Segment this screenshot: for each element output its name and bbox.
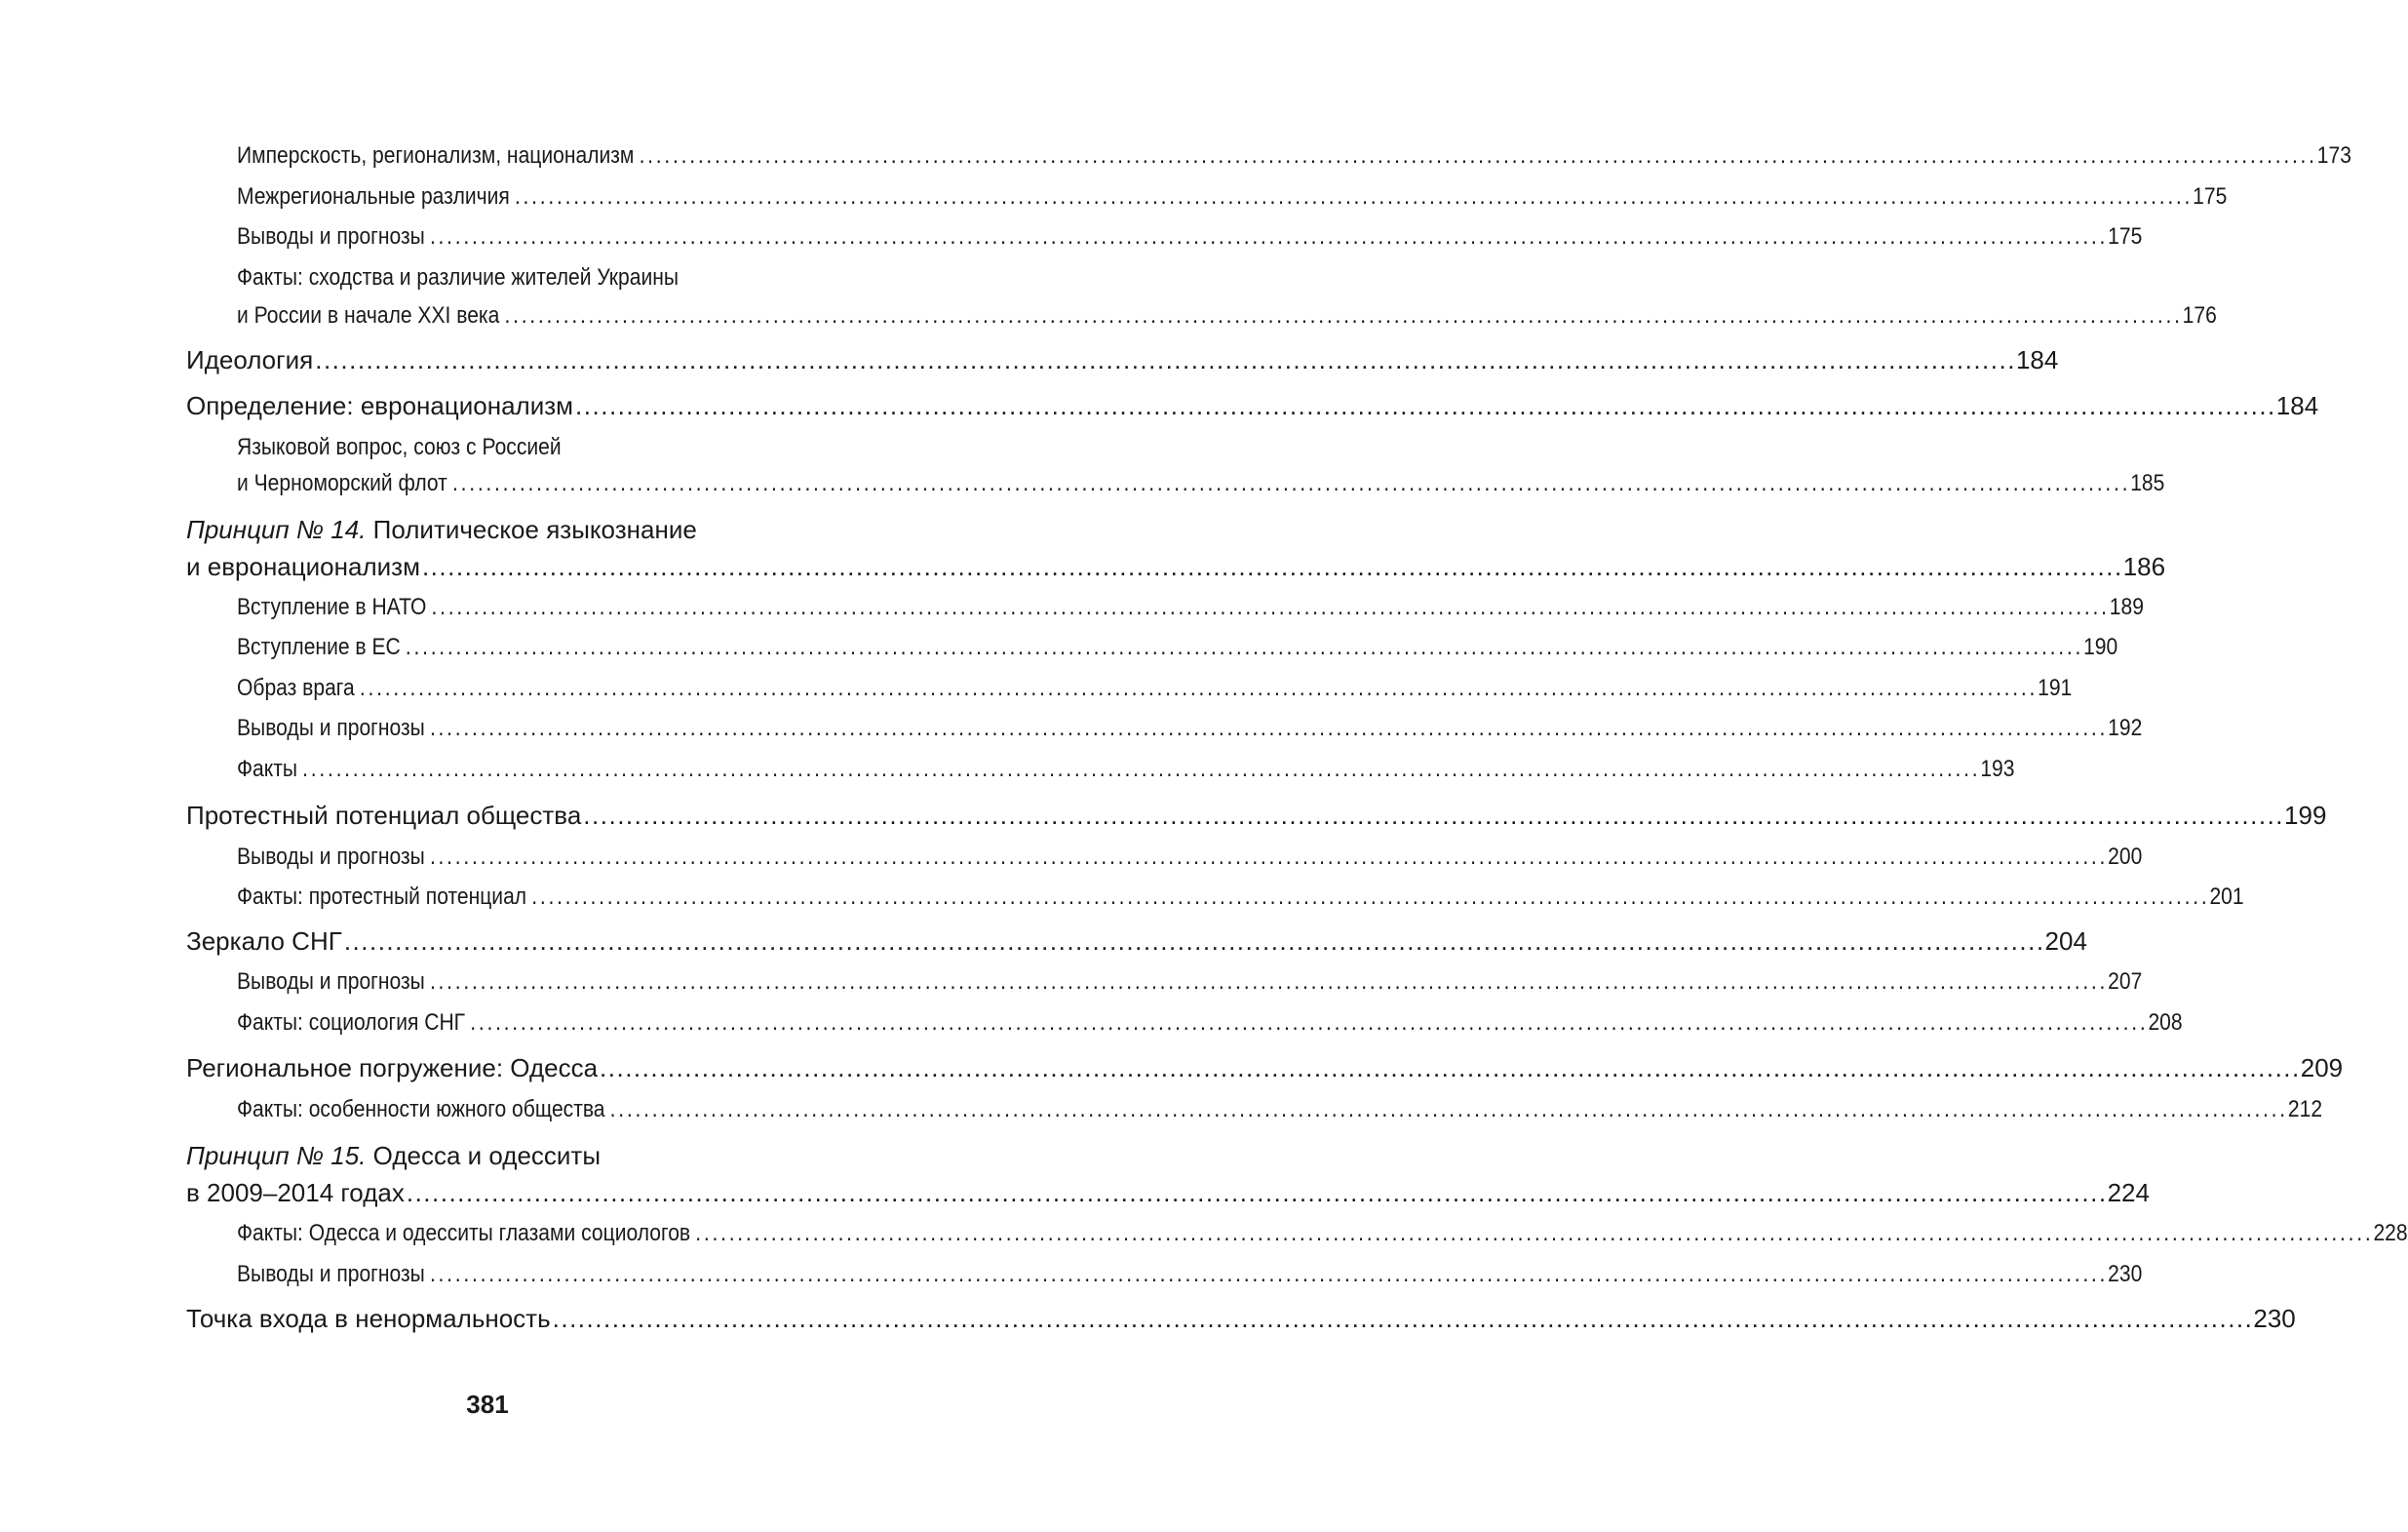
toc-page-number: 230 (2108, 1261, 2143, 1287)
toc-entry-text: Факты (237, 756, 297, 782)
toc-entry-text: Факты: социология СНГ (237, 1009, 466, 1036)
dot-leader: ........................................................................................................................................................................................................ (421, 552, 2123, 581)
toc-entry-title (237, 1096, 605, 1123)
toc-entry (237, 634, 2118, 661)
toc-entry-prefix: Принцип № 15. (186, 1141, 367, 1170)
dot-leader: ........................................................................................................................................................................................................ (552, 1304, 2254, 1333)
toc-entry-text: Вступление в ЕС (237, 634, 401, 660)
toc-entry (237, 1096, 2323, 1123)
toc-page-number: 201 (2209, 884, 2244, 910)
toc-entry-title (186, 552, 420, 581)
toc-page-number: 228 (2373, 1220, 2408, 1246)
toc-entry-title (237, 594, 426, 621)
toc-entry (237, 844, 2143, 871)
toc-entry-title (186, 1053, 598, 1082)
dot-leader: ........................................................................................................................................................................................................ (504, 302, 2183, 329)
toc-page-number: 185 (2130, 470, 2165, 496)
toc-entry-text: Точка входа в ненормальность (186, 1304, 551, 1333)
toc-entry (186, 1178, 2150, 1207)
toc-page-number: 212 (2287, 1096, 2323, 1122)
toc-entry (186, 345, 2059, 374)
toc-entry-text: Имперскость, регионализм, национализм (237, 142, 635, 169)
toc-entry-title (186, 1178, 405, 1207)
toc-entry-title (237, 142, 634, 170)
toc-entry-text: Межрегиональные различия (237, 183, 510, 210)
toc-page-number: 176 (2182, 302, 2217, 329)
toc-page-number: 208 (2148, 1009, 2183, 1036)
toc-page-number: 207 (2108, 968, 2143, 995)
dot-leader: ........................................................................................................................................................................................................ (315, 345, 2016, 374)
toc-entry (186, 1053, 2344, 1082)
toc-entry-text: Образ врага (237, 675, 355, 701)
toc-entry-text: Зеркало СНГ (186, 926, 342, 956)
toc-entry (237, 968, 2143, 996)
dot-leader: ........................................................................................................................................................................................................ (531, 884, 2210, 910)
toc-entry-title (186, 926, 342, 956)
toc-page-number: 184 (2275, 391, 2319, 420)
toc-page-number: 230 (2253, 1304, 2296, 1333)
toc-entry (237, 223, 2143, 251)
toc-page-number: 209 (2300, 1053, 2344, 1082)
dot-leader: ........................................................................................................................................................................................................ (600, 1053, 2301, 1082)
toc-entry-text: Региональное погружение: Одесса (186, 1053, 599, 1082)
toc-entry-title (237, 715, 425, 742)
toc-page-number: 190 (2083, 634, 2118, 660)
toc-entry-text: и Черноморский флот (237, 470, 447, 496)
toc-page-number: 191 (2038, 675, 2073, 701)
toc-entry-title (237, 1009, 465, 1037)
toc-page-number: 200 (2108, 844, 2143, 870)
toc-entry-line (237, 434, 562, 461)
toc-page-number: 199 (2284, 801, 2327, 830)
toc-page-number: 193 (1980, 756, 2015, 782)
toc-page-number: 173 (2316, 142, 2351, 169)
toc-entry-text: Определение: евронационализм (186, 391, 574, 420)
toc-entry-text: Вступление в НАТО (237, 594, 427, 620)
toc-page-number: 224 (2107, 1178, 2150, 1207)
toc-entry (237, 183, 2228, 211)
toc-entry-text: и России в начале XXI века (237, 302, 500, 329)
toc-entry-text: Выводы и прогнозы (237, 1261, 425, 1287)
toc-entry-title (237, 1220, 690, 1247)
toc-entry-title (237, 884, 526, 911)
dot-leader: ........................................................................................................................................................................................................ (695, 1220, 2374, 1246)
toc-entry (237, 302, 2217, 330)
toc-entry (237, 1009, 2183, 1037)
dot-leader: ........................................................................................................................................................................................................ (359, 675, 2039, 701)
toc-entry (237, 470, 2165, 497)
toc-entry (237, 675, 2073, 702)
toc-page-number: 186 (2122, 552, 2166, 581)
toc-entry-title (237, 223, 425, 251)
toc-entry-title (237, 183, 510, 211)
dot-leader: ........................................................................................................................................................................................................ (583, 801, 2285, 830)
dot-leader: ........................................................................................................................................................................................................ (429, 1261, 2109, 1287)
dot-leader: ........................................................................................................................................................................................................ (406, 1178, 2108, 1207)
dot-leader: ........................................................................................................................................................................................................ (575, 391, 2276, 420)
toc-entry (186, 801, 2327, 830)
dot-leader: ........................................................................................................................................................................................................ (405, 634, 2084, 660)
toc-entry-text: Факты: особенности южного общества (237, 1096, 605, 1122)
toc-entry-title (237, 756, 297, 783)
toc-entry-text: Выводы и прогнозы (237, 968, 425, 995)
toc-page-number: 175 (2193, 183, 2228, 210)
toc-entry (237, 715, 2143, 742)
page-number: 381 (466, 1390, 509, 1419)
toc-entry-text: и евронационализм (186, 552, 420, 581)
toc-page-number: 192 (2108, 715, 2143, 741)
toc-entry-title (186, 1304, 551, 1333)
toc-entry-text: в 2009–2014 годах (186, 1178, 405, 1207)
toc-entry-text: Выводы и прогнозы (237, 844, 425, 870)
toc-entry-title (186, 391, 573, 420)
toc-entry (237, 1261, 2143, 1288)
toc-entry-text: Идеология (186, 345, 314, 374)
toc-entry (237, 1220, 2408, 1247)
toc-entry (186, 552, 2166, 581)
toc-page-number: 204 (2044, 926, 2087, 956)
toc-page-number: 175 (2108, 223, 2143, 250)
dot-leader: ........................................................................................................................................................................................................ (429, 844, 2109, 870)
toc-entry-text: Факты: протестный потенциал (237, 884, 527, 910)
toc-entry-title (237, 1261, 425, 1288)
toc-entry-title: Одесса и одесситы (366, 1141, 602, 1170)
dot-leader: ........................................................................................................................................................................................................ (302, 756, 1981, 782)
toc-entry-title: Факты: сходства и различие жителей Украины (237, 264, 680, 291)
toc-entry-prefix: Принцип № 14. (186, 515, 367, 544)
toc-entry-title: Политическое языкознание (366, 515, 697, 544)
toc-entry-title (186, 345, 313, 374)
toc-entry (237, 594, 2144, 621)
toc-entry-title (237, 844, 425, 871)
dot-leader: ........................................................................................................................................................................................................ (429, 968, 2109, 995)
dot-leader: ........................................................................................................................................................................................................ (639, 142, 2317, 169)
toc-entry-text: Выводы и прогнозы (237, 715, 425, 741)
toc-entry-title (237, 675, 355, 702)
dot-leader: ........................................................................................................................................................................................................ (429, 715, 2109, 741)
dot-leader: ........................................................................................................................................................................................................ (470, 1009, 2149, 1036)
toc-entry (186, 926, 2087, 956)
toc-entry-text: Протестный потенциал общества (186, 801, 582, 830)
toc-entry-text: Выводы и прогнозы (237, 223, 425, 250)
dot-leader: ........................................................................................................................................................................................................ (431, 594, 2110, 620)
toc-entry-title (186, 801, 581, 830)
toc-entry-title (237, 634, 401, 661)
dot-leader: ........................................................................................................................................................................................................ (429, 223, 2109, 250)
dot-leader: ........................................................................................................................................................................................................ (514, 183, 2194, 210)
toc-entry-line (186, 1141, 601, 1170)
toc-page-number: 184 (2015, 345, 2059, 374)
toc-entry (186, 391, 2319, 420)
toc-entry (186, 1304, 2296, 1333)
toc-page-number: 189 (2109, 594, 2144, 620)
dot-leader: ........................................................................................................................................................................................................ (343, 926, 2045, 956)
toc-entry-line (237, 264, 679, 292)
toc-entry-title: Языковой вопрос, союз с Россией (237, 434, 562, 460)
dot-leader: ........................................................................................................................................................................................................ (452, 470, 2131, 496)
toc-entry-line (186, 515, 697, 544)
toc-entry-text: Факты: Одесса и одесситы глазами социологов (237, 1220, 691, 1246)
toc-entry (237, 142, 2351, 170)
toc-entry (237, 756, 2015, 783)
dot-leader: ........................................................................................................................................................................................................ (609, 1096, 2288, 1122)
toc-entry-title (237, 302, 499, 330)
toc-entry (237, 884, 2244, 911)
toc-entry-title (237, 968, 425, 996)
toc-entry-title (237, 470, 447, 497)
